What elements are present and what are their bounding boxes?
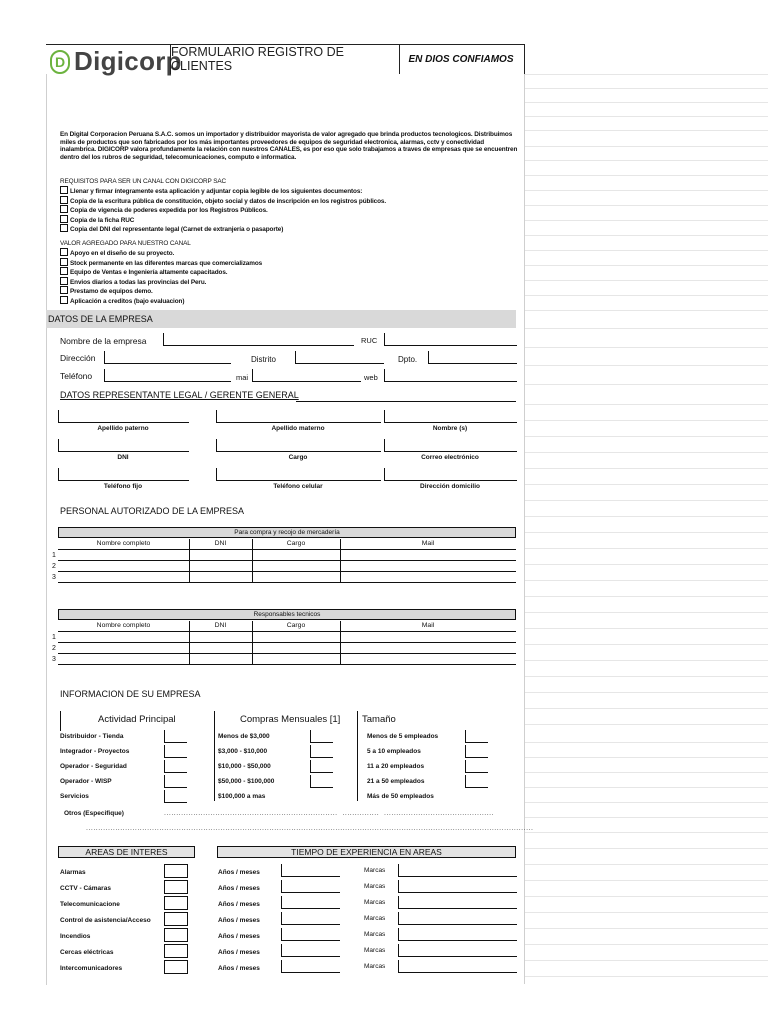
address-label: Dirección <box>60 353 96 363</box>
activity-checkbox[interactable] <box>164 745 187 758</box>
brands-label: Marcas <box>364 883 386 890</box>
company-name-field[interactable] <box>163 333 354 346</box>
column-divider <box>189 632 190 642</box>
activity-option: Operador - WISP <box>60 778 112 785</box>
value-item: Apoyo en el diseño de su proyecto. <box>60 248 520 258</box>
requirement-item: Copia de la ficha RUC <box>60 215 520 225</box>
interest-header: AREAS DE INTERES <box>58 846 195 858</box>
purchases-title: Compras Mensuales [1] <box>240 714 341 725</box>
gridline <box>524 250 768 251</box>
gridline <box>524 742 768 743</box>
representative-field[interactable] <box>384 410 517 423</box>
interest-area: Cercas eléctricas <box>60 949 114 956</box>
years-label: Años / meses <box>218 885 260 892</box>
activity-option: Integrador - Proyectos <box>60 748 130 755</box>
interest-area: Telecomunicacione <box>60 901 120 908</box>
interest-area: Alarmas <box>60 869 86 876</box>
interest-checkbox[interactable] <box>164 912 188 926</box>
purchase-checkbox[interactable] <box>310 745 333 758</box>
representative-caption: Dirección domicilio <box>420 483 480 490</box>
value-item: Aplicación a creditos (bajo evaluacion) <box>60 296 520 306</box>
gridline <box>524 944 768 945</box>
brands-field[interactable] <box>398 864 517 877</box>
gridline <box>524 468 768 469</box>
row-number: 1 <box>52 634 56 641</box>
brands-field[interactable] <box>398 912 517 925</box>
row-number: 3 <box>52 574 56 581</box>
interest-area: Incendios <box>60 933 91 940</box>
years-label: Años / meses <box>218 917 260 924</box>
row-number: 2 <box>52 645 56 652</box>
experience-header: TIEMPO DE EXPERIENCIA EN AREAS <box>217 846 516 858</box>
gridline <box>524 384 768 385</box>
representative-field[interactable] <box>384 439 517 452</box>
gridline <box>524 757 768 758</box>
checkbox[interactable] <box>60 267 68 275</box>
activity-checkbox[interactable] <box>164 790 187 803</box>
phone-field[interactable] <box>104 369 231 382</box>
column-divider <box>340 632 341 642</box>
ruc-label: RUC <box>361 336 378 345</box>
gridline <box>524 532 768 533</box>
column-divider <box>252 654 253 664</box>
section-underline <box>296 401 516 402</box>
interest-checkbox[interactable] <box>164 864 188 878</box>
purchase-table-header: Para compra y recojo de mercadería <box>58 527 516 538</box>
mail-label: mai <box>236 373 249 382</box>
table-row[interactable] <box>58 572 516 583</box>
web-label: web <box>364 373 378 382</box>
size-option: 21 a 50 empleados <box>367 778 425 785</box>
brands-label: Marcas <box>364 867 386 874</box>
gridline <box>524 880 768 881</box>
column-divider <box>189 654 190 664</box>
years-label: Años / meses <box>218 933 260 940</box>
representative-caption: Cargo <box>288 454 308 461</box>
column-divider <box>340 561 341 571</box>
years-label: Años / meses <box>218 901 260 908</box>
gridline <box>524 564 768 565</box>
table-column-header-row <box>58 621 516 632</box>
gridline <box>524 960 768 961</box>
gridline <box>524 404 768 405</box>
row-number: 1 <box>52 552 56 559</box>
activity-checkbox[interactable] <box>164 760 187 773</box>
column-header: Nombre completo <box>96 540 151 547</box>
table-row[interactable] <box>58 561 516 572</box>
gridline <box>524 896 768 897</box>
size-option: 5 a 10 empleados <box>367 748 421 755</box>
representative-field[interactable] <box>58 410 189 423</box>
activity-option: Distribuidor - Tienda <box>60 733 124 740</box>
company-logo <box>50 46 182 77</box>
brands-field[interactable] <box>398 880 517 893</box>
gridline <box>524 146 768 147</box>
row-number: 2 <box>52 563 56 570</box>
gridline <box>524 928 768 929</box>
mail-field[interactable] <box>252 369 361 382</box>
column-header: DNI <box>214 622 227 629</box>
table-row[interactable] <box>58 550 516 561</box>
purchase-option: $50,000 - $100,000 <box>218 778 275 785</box>
representative-field[interactable] <box>216 468 381 481</box>
activity-checkbox[interactable] <box>164 775 187 788</box>
brands-field[interactable] <box>398 896 517 909</box>
company-name-label: Nombre de la empresa <box>60 336 147 346</box>
purchase-checkbox[interactable] <box>310 775 333 788</box>
value-item: Prestamo de equipos demo. <box>60 286 520 296</box>
info-section-title: INFORMACION DE SU EMPRESA <box>60 689 201 699</box>
column-divider <box>189 621 190 631</box>
gridline <box>524 548 768 549</box>
checkbox[interactable] <box>60 277 68 285</box>
representative-caption: Teléfono celular <box>273 483 323 490</box>
digicorp-logo-icon: D <box>50 50 70 74</box>
checkbox[interactable] <box>60 286 68 294</box>
column-divider <box>340 550 341 560</box>
gridline <box>524 596 768 597</box>
purchase-checkbox[interactable] <box>310 730 333 743</box>
gridline <box>524 295 768 296</box>
requirements-list <box>60 186 520 234</box>
activity-title: Actividad Principal <box>98 714 176 725</box>
gridline <box>524 452 768 453</box>
requirement-item: Copia de vigencia de poderes expedida por los Registros Públicos. <box>60 205 520 215</box>
requirement-item: Llenar y firmar íntegramente esta aplicación y adjuntar copia legible de los siguientes documentos: <box>60 186 520 196</box>
gridline <box>524 848 768 849</box>
years-field[interactable] <box>281 928 340 941</box>
column-divider <box>340 572 341 582</box>
checkbox[interactable] <box>60 205 68 213</box>
years-field[interactable] <box>281 912 340 925</box>
requirement-item: Copia del DNI del representante legal (Carnet de extranjería o pasaporte) <box>60 224 520 234</box>
logo-wordmark: Digicorp <box>74 46 182 76</box>
interest-checkbox[interactable] <box>164 880 188 894</box>
phone-label: Teléfono <box>60 371 93 381</box>
years-field[interactable] <box>281 880 340 893</box>
column-divider <box>252 572 253 582</box>
interest-checkbox[interactable] <box>164 928 188 942</box>
gridline <box>524 160 768 161</box>
representative-caption: DNI <box>117 454 129 461</box>
motto: EN DIOS CONFIAMOS <box>398 44 525 74</box>
gridline <box>524 74 768 75</box>
representative-caption: Correo electrónico <box>421 454 479 461</box>
column-divider <box>252 643 253 653</box>
divider <box>60 711 61 731</box>
interest-checkbox[interactable] <box>164 896 188 910</box>
column-divider <box>252 539 253 549</box>
column-divider <box>340 539 341 549</box>
representative-caption: Apellido materno <box>271 425 325 432</box>
gridline <box>524 832 768 833</box>
gridline <box>524 265 768 266</box>
years-field[interactable] <box>281 864 340 877</box>
gridline-vertical <box>524 44 525 984</box>
table-column-header-row <box>58 539 516 550</box>
checkbox[interactable] <box>60 258 68 266</box>
district-field[interactable] <box>295 351 384 364</box>
years-field[interactable] <box>281 944 340 957</box>
column-divider <box>340 621 341 631</box>
authorized-section-title: PERSONAL AUTORIZADO DE LA EMPRESA <box>60 506 245 516</box>
interest-area: Intercomunicadores <box>60 965 123 972</box>
checkbox[interactable] <box>60 186 68 194</box>
gridline <box>524 310 768 311</box>
purchase-option: Menos de $3,000 <box>218 733 270 740</box>
column-divider <box>189 643 190 653</box>
gridline <box>524 772 768 773</box>
purchase-option: $100,000 a mas <box>218 793 266 800</box>
other-field-line-2[interactable]: ....................................................................................................................................................................................... <box>86 825 534 832</box>
gridline <box>524 235 768 236</box>
gridline <box>524 347 768 348</box>
checkbox[interactable] <box>60 196 68 204</box>
brands-field[interactable] <box>398 960 517 973</box>
size-option: 11 a 20 empleados <box>367 763 425 770</box>
gridline <box>524 580 768 581</box>
other-label: Otros (Especifique) <box>64 810 124 817</box>
checkbox[interactable] <box>60 296 68 304</box>
representative-caption: Apellido paterno <box>97 425 149 432</box>
gridline <box>524 130 768 131</box>
column-divider <box>252 550 253 560</box>
representative-field[interactable] <box>384 468 517 481</box>
value-item: Envios diarios a todas las provincias del Peru. <box>60 277 520 287</box>
gridline <box>524 116 768 117</box>
size-checkbox[interactable] <box>465 760 488 773</box>
column-header: Cargo <box>286 622 306 629</box>
purchase-option: $3,000 - $10,000 <box>218 748 268 755</box>
representative-field[interactable] <box>58 439 189 452</box>
years-label: Años / meses <box>218 965 260 972</box>
size-option: Menos de 5 empleados <box>367 733 439 740</box>
gridline <box>524 724 768 725</box>
gridline <box>524 88 768 89</box>
table-row[interactable] <box>58 654 516 665</box>
years-field[interactable] <box>281 896 340 909</box>
size-checkbox[interactable] <box>465 745 488 758</box>
column-divider <box>252 621 253 631</box>
gridline <box>524 205 768 206</box>
district-label: Distrito <box>251 355 276 364</box>
requirements-title: REQUISITOS PARA SER UN CANAL CON DIGICORP SAC <box>60 178 227 185</box>
column-header: DNI <box>214 540 227 547</box>
gridline <box>524 365 768 366</box>
address-field[interactable] <box>104 351 231 364</box>
table-row[interactable] <box>58 632 516 643</box>
gridline <box>524 864 768 865</box>
other-field-line[interactable]: ....................................................................... ............... ............................................. <box>164 810 495 817</box>
gridline <box>524 976 768 977</box>
gridline <box>524 912 768 913</box>
gridline <box>524 102 768 103</box>
brands-label: Marcas <box>364 899 386 906</box>
size-option: Más de 50 empleados <box>367 793 434 800</box>
checkbox[interactable] <box>60 224 68 232</box>
value-list <box>60 248 520 306</box>
activity-option: Servicios <box>60 793 89 800</box>
company-section-title: DATOS DE LA EMPRESA <box>46 310 516 328</box>
gridline <box>524 175 768 176</box>
size-checkbox[interactable] <box>465 775 488 788</box>
dept-field[interactable] <box>428 351 517 364</box>
gridline <box>524 500 768 501</box>
activity-option: Operador - Seguridad <box>60 763 127 770</box>
representative-field[interactable] <box>58 468 189 481</box>
gridline <box>524 328 768 329</box>
representative-caption: Nombre (s) <box>432 425 468 432</box>
column-divider <box>340 654 341 664</box>
interest-checkbox[interactable] <box>164 944 188 958</box>
brands-label: Marcas <box>364 963 386 970</box>
column-divider <box>189 550 190 560</box>
checkbox[interactable] <box>60 215 68 223</box>
ruc-field[interactable] <box>384 333 517 346</box>
gridline <box>524 436 768 437</box>
gridline <box>524 220 768 221</box>
gridline <box>524 676 768 677</box>
intro-paragraph: En Digital Corporacion Peruana S.A.C. somos un importador y distribuidor mayorista de valor agregado que brinda productos tecnologicos. Distribuimos miles de productos que son fabricados por los más importantes proveedores de equipos de seguridad electronica, alarmas, cctv y conectividad inalambrica. DIGICORP valora profundamente la relación con nuestros CANALES, es por eso que solo trabajamos a traves de empresas que se encuentren dentro del los rubros de seguridad, telecomunicaciones, computo e informatica. <box>60 131 518 161</box>
gridline <box>524 802 768 803</box>
purchase-option: $10,000 - $50,000 <box>218 763 271 770</box>
gridline <box>524 708 768 709</box>
brands-field[interactable] <box>398 944 517 957</box>
column-header: Nombre completo <box>96 622 151 629</box>
column-divider <box>252 632 253 642</box>
value-title: VALOR AGREGADO PARA NUESTRO CANAL <box>60 240 191 247</box>
gridline <box>524 692 768 693</box>
size-title: Tamaño <box>362 714 396 725</box>
checkbox[interactable] <box>60 248 68 256</box>
gridline <box>524 660 768 661</box>
interest-area: Control de asistencia/Acceso <box>60 917 151 924</box>
representative-field[interactable] <box>216 410 381 423</box>
gridline <box>524 420 768 421</box>
interest-area: CCTV - Cámaras <box>60 885 111 892</box>
column-divider <box>340 643 341 653</box>
column-header: Mail <box>421 622 435 629</box>
gridline <box>524 817 768 818</box>
gridline <box>524 628 768 629</box>
representative-caption: Teléfono fijo <box>103 483 143 490</box>
column-divider <box>189 572 190 582</box>
divider <box>357 711 358 801</box>
column-divider <box>189 539 190 549</box>
value-item: Equipo de Ventas e Ingeniería altamente capacitados. <box>60 267 520 277</box>
row-number: 3 <box>52 656 56 663</box>
gridline <box>524 612 768 613</box>
activity-checkbox[interactable] <box>164 730 187 743</box>
brands-label: Marcas <box>364 947 386 954</box>
divider <box>214 711 215 801</box>
representative-field[interactable] <box>216 439 381 452</box>
gridline <box>524 190 768 191</box>
interest-checkbox[interactable] <box>164 960 188 974</box>
size-checkbox[interactable] <box>465 730 488 743</box>
value-item: Stock permanente en las diferentes marcas que comercializamos <box>60 258 520 268</box>
brands-field[interactable] <box>398 928 517 941</box>
table-row[interactable] <box>58 643 516 654</box>
gridline-vertical <box>46 74 47 985</box>
brands-label: Marcas <box>364 931 386 938</box>
gridline <box>524 516 768 517</box>
years-field[interactable] <box>281 960 340 973</box>
years-label: Años / meses <box>218 869 260 876</box>
column-divider <box>252 561 253 571</box>
column-header: Mail <box>421 540 435 547</box>
form-title: FORMULARIO REGISTRO DE CLIENTES <box>170 44 400 74</box>
dept-label: Dpto. <box>398 355 418 364</box>
gridline <box>524 787 768 788</box>
gridline <box>524 484 768 485</box>
representative-section-title: DATOS REPRESENTANTE LEGAL / GERENTE GENERAL <box>60 390 299 400</box>
years-label: Años / meses <box>218 949 260 956</box>
gridline <box>524 644 768 645</box>
gridline <box>524 280 768 281</box>
column-header: Cargo <box>286 540 306 547</box>
brands-label: Marcas <box>364 915 386 922</box>
requirement-item: Copia de la escritura pública de constitución, objeto social y datos de inscripción en los registros públicos. <box>60 196 520 206</box>
purchase-checkbox[interactable] <box>310 760 333 773</box>
column-divider <box>189 561 190 571</box>
web-field[interactable] <box>384 369 517 382</box>
tech-table-header: Responsables tecnicos <box>58 609 516 620</box>
